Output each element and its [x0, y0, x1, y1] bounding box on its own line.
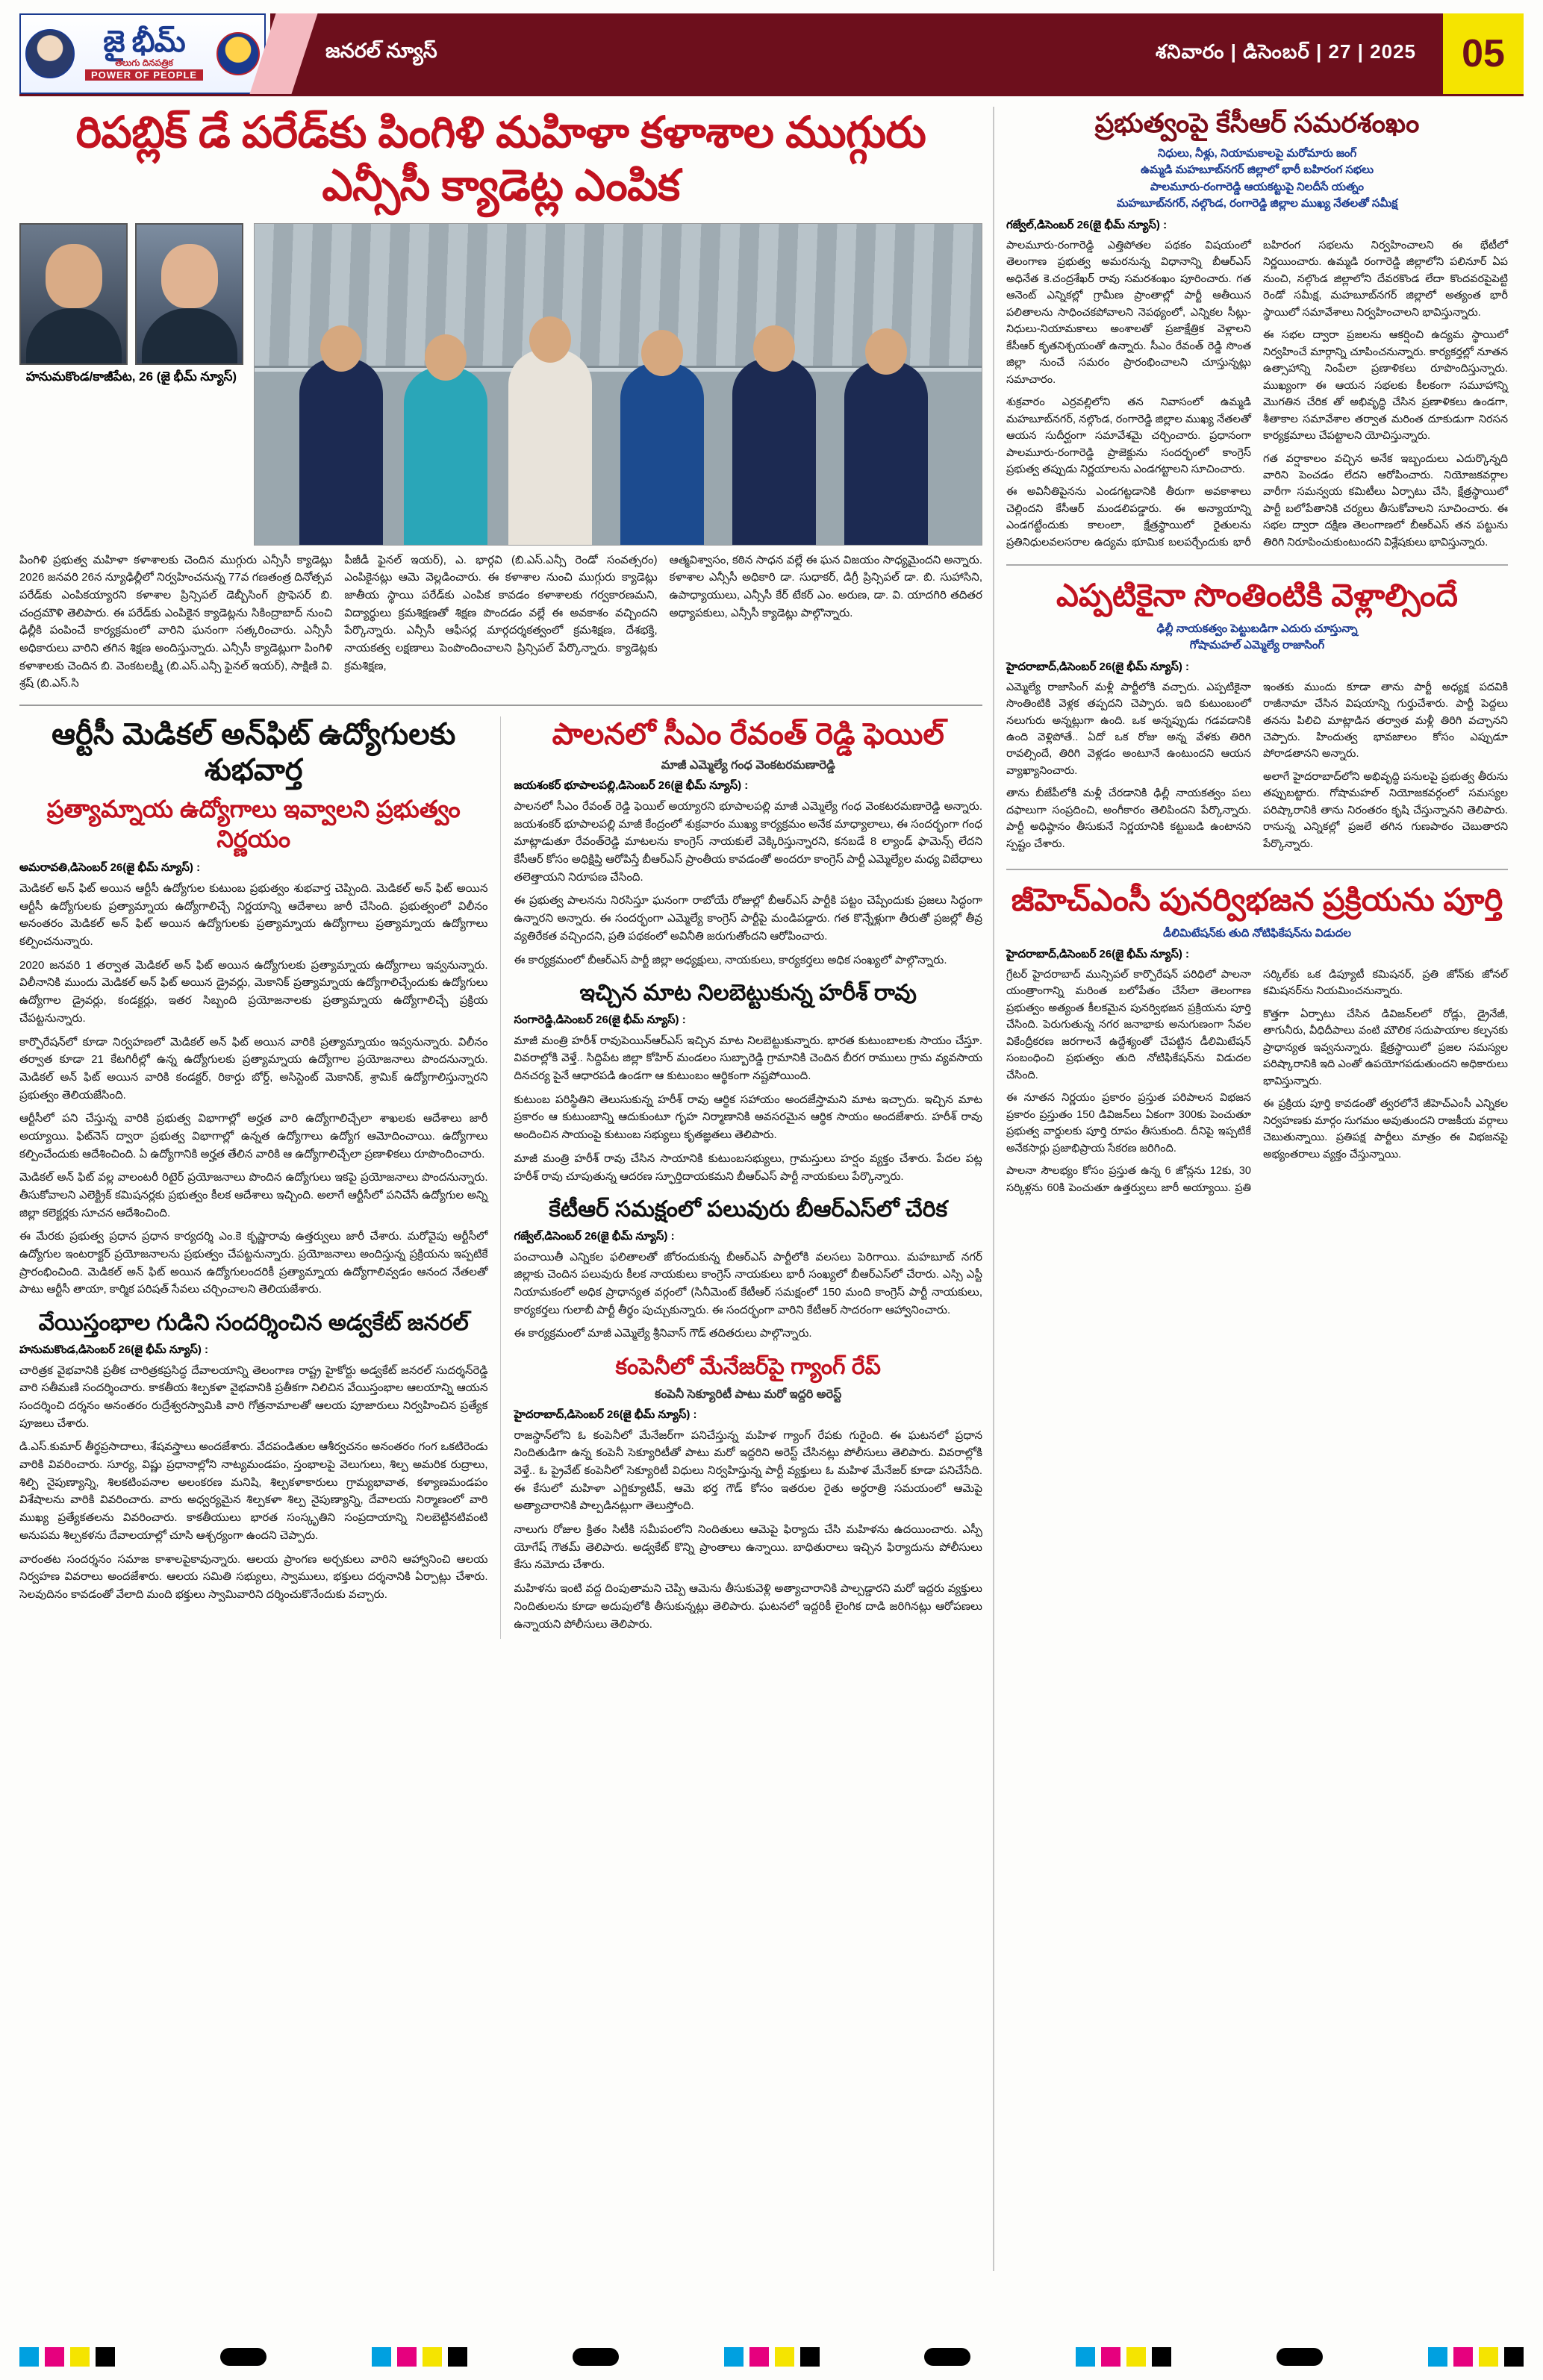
story-divider — [1006, 869, 1508, 870]
story-headline: ఎప్పటికైనా సొంతింటికి వెళ్లాల్సిందే — [1056, 578, 1458, 613]
paragraph: ఇంతకు ముందు కూడా తాను పార్టీ అధ్యక్ష పదవికి రాజీనామా చేసిన విషయాన్ని గుర్తుచేశారు. పార్టీ పెద్దలు తనను పిలిచి మాట్లాడిన తర్వాత మళ్లీ తిరిగి వచ్చానని చెప్పారు. హిందుత్వ భావజాలం కోసం ఎప్పుడూ పోరాడతానని అన్నారు. — [1263, 681, 1508, 760]
lead-media-block — [19, 223, 982, 546]
paragraph: కార్పొరేషన్‌లో కూడా నిర్వహణలో మెడికల్ అన్ ఫిట్ అయిన వారికి ప్రత్యామ్నాయం ఇవ్వనున్నారు. విలీనం తర్వాత కూడా 21 కేటగిరీల్లో ఉన్న ఉద్యోగులకు ప్రత్యామ్నాయ ఉద్యోగాల ప్రయోజనాలు పొందనున్నారు. మెడికల్ అన్ ఫిట్ అయిన వారికి కండక్టర్, రికార్డు బోర్డ్, అసిస్టెంట్ మెకానిక్, శ్రామిక్ ఉద్యోగాలిస్తున్నారని ప్రభుత్వం తెలియజేసింది. — [19, 1035, 488, 1102]
color-swatch-magenta — [749, 2347, 769, 2367]
masthead-bar — [270, 13, 1443, 94]
paragraph: పాలనలో సీఎం రేవంత్ రెడ్డి ఫెయిల్ అయ్యారని భూపాలపల్లి మాజీ ఎమ్మెల్యే గంధ వెంకటరమణారెడ్డి అన్నారు. జయశంకర్ భూపాలపల్లి మాజీ కేంద్రంలో శుక్రవారం ముఖ్య కార్యక్రమం అనేక మాధ్యాలాలు, ఈ సందర్భంగా గంధ మాట్లాడుతూ రేవంత్‌రెడ్డి మాటలను కాంగ్రెస్ నాయకులే వెక్కిరిస్తున్నారని, కనబడే 8 ల్యాండ్ ఫామెన్స్ లేదని కేసీఆర్ కోసం అధిక్షిప్తి ఆరోపిస్తే బీఆర్ఎస్ ప్రాంతీయ కావడంతో అందరూ కాంగ్రెస్ పార్టీ ఎమ్మెల్యేల మధ్య విబేధాలు తలెత్తాయని నిరూపణ చేసింది. — [514, 800, 982, 884]
paragraph: గత వర్షాకాలం వచ్చిన అనేక ఇబ్బందులు ఎదుర్కొన్నది వారిని పెంచడం లేదని ఆరోపించారు. నియోజకవర్గాల వారీగా సమన్వయ కమిటీలు ఏర్పాటు చేసి, క్షేత్రస్థాయిలో పార్టీ బలోపేతానికి చర్యలు తీసుకోవాలని సూచించారు. ఈ సభల ద్వారా దక్షిణ తెలంగాణలో బీఆర్ఎస్ తన పట్టును తిరిగి నిరూపించుకుంటుందని విశ్లేషకులు భావిస్తున్నారు. — [1263, 452, 1508, 549]
story-body — [1006, 237, 1508, 554]
color-swatch-cyan — [19, 2347, 39, 2367]
lead-body-col-2: పీజీడీ ఫైనల్ ఇయర్), ఎ. భార్గవి (బి.ఎస్.ఎన్సీ రెండో సంవత్సరం) ఎంపికైనట్లు ఆమె వెల్లడించారు. ఈ కళాశాల నుంచి ముగ్గురు క్యాడెట్లు జాతీయ స్థాయి పరేడ్‌కు ఎంపిక కావడం కళాశాలకు గర్వకారణమని, విద్యార్థులు క్రమశిక్షణతో శిక్షణ పొందడం వల్లే ఈ అవకాశం వచ్చిందని పేర్కొన్నారు. ఎన్సీసీ ఆఫీసర్ల మార్గదర్శకత్వంలో క్రమశిక్షణ, దేశభక్తి, నాయకత్వ లక్షణాలు పెంపొందించాలని ప్రిన్సిపల్ పేర్కొన్నారు. క్యాడెట్లకు క్రమశిక్షణ, — [344, 553, 658, 672]
section-divider — [19, 705, 982, 706]
story-headline: కేటీఆర్ సమక్షంలో పలువురు బీఆర్ఎస్‌లో చేరిక — [549, 1197, 948, 1222]
paragraph: చారిత్రక వైభవానికి ప్రతీక చారిత్రకప్రసిద్ధ దేవాలయాన్ని తెలంగాణ రాష్ట్ర హైకోర్టు అడ్వకేట్ జనరల్ సుదర్శన్‌రెడ్డి వారి సతీమణి సందర్శించారు. కాకతీయ శిల్పకళా వైభవానికి ప్రతీకగా నిలిచిన వేయిస్తంభాల ఆలయాన్ని ఆయన సందర్శించి దర్శనం అనంతరం రుద్రేశ్వరస్వామికి వారి గోత్రనామాలతో ఆలయ పూజారులు నిర్వహించిన ప్రత్యేక పూజలు చేశారు. — [19, 1364, 488, 1430]
color-swatch-cyan — [1076, 2347, 1095, 2367]
story-kcr-government-fight — [1006, 107, 1508, 554]
story-rtc-medical-unfit — [19, 716, 488, 1299]
page-number: 05 — [1443, 13, 1524, 94]
paragraph: వారంతట సందర్శనం సమాజ కాశాలపైకావున్నారు. ఆలయ ప్రాంగణ అర్చకులు వారిని ఆహ్వానించి ఆలయ నిర్వహణ వివరాలు అందజేశారు. ఆలయ సమితి సభ్యులు, స్వాములు, భక్తులు దర్శనానికి ఏర్పాట్లు చేశారు. సెలవుదినం కావడంతో వేలాది మంది భక్తులు స్వామివారిని దర్శించుకొనేందుకు వచ్చారు. — [19, 1552, 488, 1601]
story-body — [514, 1249, 983, 1343]
registration-mark-1 — [220, 2348, 266, 2366]
subhead-line: గోషామహల్ ఎమ్మెల్యే రాజాసింగ్ — [1189, 639, 1325, 652]
color-swatch-black — [96, 2347, 115, 2367]
lower-stories — [19, 716, 982, 1639]
story-body — [514, 1032, 983, 1186]
paragraph: ఈ నూతన నిర్ణయం ప్రకారం ప్రస్తుత పరిపాలన విభజన ప్రకారం ప్రస్తుతం 150 డివిజన్‌లు ఏకంగా 300కు పెంచుతూ ప్రభుత్వ వార్డులకు పూర్తి రూపం తీసుకుంది. దీనిపై ఇప్పటికే అనేకసార్లు ప్రజాభిప్రాయ సేకరణ జరిగింది. — [1006, 1092, 1251, 1155]
subhead-line: ఉమ్మడి మహబూబ్‌నగర్ జిల్లాలో భారీ బహిరంగ సభలు — [1140, 163, 1374, 177]
color-swatch-yellow — [775, 2347, 794, 2367]
photo-person-4 — [620, 363, 704, 545]
registration-mark-2 — [573, 2348, 619, 2366]
photo-person-3 — [508, 349, 592, 545]
color-swatch-black — [448, 2347, 467, 2367]
section-label: జనరల్ న్యూస్ — [325, 40, 437, 62]
paragraph: పాలనా సౌలభ్యం కోసం ప్రస్తుత ఉన్న 6 జోన్లను 12కు, 30 సర్కిళ్లను 60కి పెంచుతూ ఉత్తర్వులు జారీ అయ్యాయి. ప్రతి సర్కిల్‌కు ఒక డిప్యూటీ కమిషనర్, ప్రతి జోన్‌కు జోనల్ కమిషనర్‌ను నియమించనున్నారు. — [1006, 969, 1508, 1194]
color-swatch-magenta — [45, 2347, 64, 2367]
registration-mark-3 — [924, 2348, 970, 2366]
lead-body-col-3: ఆత్మవిశ్వాసం, కఠిన సాధన వల్లే ఈ ఘన విజయం సాధ్యమైందని అన్నారు. కళాశాల ఎన్సీసీ అధికారి డా. సుధాకర్, డిగ్రీ ప్రిన్సిపల్ డా. బి. సుహాసిని, ఉపాధ్యాయులు, ఎన్సీసీ కేర్ టేకర్ ఎం. అరుణ, డా. వి. యాదగిరి తదితర అధ్యాపకులు, ఎన్సీసీ క్యాడెట్లు పాల్గొన్నారు. — [669, 553, 982, 619]
photo-person-5 — [732, 358, 816, 545]
story-dateline: గజ్వేల్,డిసెంబర్ 26(జై భీమ్ న్యూస్) : — [514, 1229, 675, 1243]
story-headline: ప్రభుత్వంపై కేసీఆర్ సమరశంఖం — [1094, 107, 1420, 138]
paragraph: కొత్తగా ఏర్పాటు చేసిన డివిజన్‌లలో రోడ్లు, డ్రైనేజీ, తాగునీరు, వీధిదీపాలు వంటి మౌలిక సదుపాయాల కల్పనకు ప్రాధాన్యత ఇవ్వనున్నారు. క్షేత్రస్థాయిలో ప్రజల సమస్యల పరిష్కారానికి ఇది ఎంతో ఉపయోగపడుతుందని అధికారులు భావిస్తున్నారు. — [1263, 1008, 1508, 1087]
paragraph: ఈ సభల ద్వారా ప్రజలను ఆకర్షించి ఉద్యమ స్థాయిలో నిర్వహించే మార్గాన్ని చూపించనున్నారు. కార్యకర్తల్లో నూతన ఉత్సాహాన్ని నింపేలా ప్రణాళికలు రూపొందిస్తున్నారు. ముఖ్యంగా ఈ ఆయన సభలకు కీలకంగా సమూహాన్ని మొగతిన చేరిక తో అభివృద్ధి చేసిన ప్రణాళికలు ఉండగా, శీతాకాల సమావేశాల తర్వాత మరింత దూకుడుగా నిరసన కార్యక్రమాలు చేపట్టాలని యోచిస్తున్నారు. — [1263, 329, 1508, 443]
lower-column-1 — [19, 716, 501, 1639]
story-headline: పాలనలో సీఎం రేవంత్ రెడ్డి ఫెయిల్ — [552, 718, 944, 751]
color-swatch-magenta — [397, 2347, 417, 2367]
story-headline: జీహెచ్ఎంసీ పునర్విభజన ప్రక్రియను పూర్తి — [1011, 882, 1503, 918]
photo-person-6 — [844, 361, 928, 545]
cadet-portraits — [19, 223, 243, 387]
color-swatch-yellow — [1126, 2347, 1146, 2367]
color-swatch-cyan — [724, 2347, 744, 2367]
story-subheadline: ప్రత్యామ్నాయ ఉద్యోగాలు ఇవ్వాలని ప్రభుత్వం నిర్ణయం — [46, 796, 461, 852]
publication-title: జై భీమ్ — [103, 25, 185, 58]
paragraph: ఈ కార్యక్రమంలో బీఆర్ఎస్ పార్టీ జిల్లా అధ్యక్షులు, నాయకులు, కార్యకర్తలు అధిక సంఖ్యలో పాల్గొన్నారు. — [514, 953, 947, 966]
logo-text-block — [75, 27, 213, 81]
story-headline: ఆర్టీసీ మెడికల్ అన్‌ఫిట్ ఉద్యోగులకు శుభవార్త — [52, 718, 456, 787]
registration-group-1 — [19, 2347, 115, 2367]
color-swatch-black — [1152, 2347, 1171, 2367]
page-content — [19, 107, 1524, 2271]
jaibheem-badge-icon — [216, 32, 260, 75]
paragraph: డి.ఎస్.కుమార్ తీర్థప్రసాదాలు, శేషవస్త్రాలు అందజేశారు. వేదపండితుల ఆశీర్వచనం అనంతరం గంగ ఒకటిరెండు వారికి వివరించారు. సూర్య, విష్ణు ప్రధానాల్లోని నాట్యమండపం, స్తంభాలపై వెలుగులు, శిల్ప అమరిక రుద్రాలు, శిల్పి నైపుణ్యాన్ని, శిలకటింపనాల అలంకరణ మనిషి, శిల్పకళాకారులు గ్రామ్యభావాత, కళ్యాణమండపం విశేషాలను వారికి వివరించారు. వారు అధ్వర్యమైన శిల్పకళా శిల్ప నైపుణ్యాన్ని, దేవాలయ నిర్మాణంలో వారి ముఖ్య ప్రత్యేకతలను వివరించారు. కాకతీయులు భారత సంస్కృతిని సంప్రదాయాన్ని నిలబెట్టినటివంటి అనుపమ శిల్పకళను దేవాలయాల్లో చూసి ఆశ్చర్యంగా ఉందని చెప్పారు. — [19, 1440, 488, 1542]
story-dateline: హైదరాబాద్,డిసెంబర్ 26(జై భీమ్ న్యూస్) : — [514, 1408, 697, 1421]
story-subheadline: కంపెనీ సెక్యూరిటీ పాటు మరో ఇద్దరి అరెస్ట్ — [655, 1387, 842, 1401]
story-subheads — [1006, 146, 1508, 213]
story-dateline: హైదరాబాద్,డిసెంబర్ 26(జై భీమ్ న్యూస్) : — [1006, 948, 1190, 961]
story-body — [514, 1427, 983, 1634]
paragraph: మాజీ మంత్రి హరీశ్ రావు చేసిన సాయానికి కుటుంబసభ్యులు, గ్రామస్తులు హర్షం వ్యక్తం చేశారు. పేదల పట్ల హరీశ్ రావు చూపుతున్న ఆదరణ స్ఫూర్తిదాయకమని బీఆర్ఎస్ పార్టీ నాయకులు పేర్కొన్నారు. — [514, 1152, 982, 1183]
story-ghmc-delimitation — [1006, 881, 1508, 1196]
color-swatch-yellow — [423, 2347, 442, 2367]
story-cm-revanth-fail — [514, 716, 983, 969]
photo-subjects — [255, 343, 982, 545]
registration-group-5 — [1428, 2347, 1524, 2367]
story-dateline: జయశంకర్ భూపాలపల్లి,డిసెంబర్ 26(జై భీమ్ న్యూస్) : — [514, 779, 749, 792]
color-swatch-magenta — [1453, 2347, 1473, 2367]
story-body — [19, 1362, 488, 1604]
date-year: 2025 — [1370, 40, 1416, 63]
registration-group-2 — [372, 2347, 467, 2367]
paragraph: పంచాయితీ ఎన్నికల ఫలితాలతో జోరందుకున్న బీఆర్ఎస్ పార్టీలోకి వలసలు పెరిగాయి. మహబూబ్ నగర్ జిల్లాకు చెందిన పలువురు కీలక నాయకులు కాంగ్రెస్ నాయకులు భారీ సంఖ్యలో బీఆర్ఎస్‌లో చేరారు. ఎస్సి ఎస్టీ నియామకంలో అధిక ప్రాధాన్యత వర్గంలో (సినీమెంట్ కేటీఆర్ సమక్షంలో 150 మంది కాంగ్రెస్ పార్టీ నాయకులు, కార్యకర్తలు గులాబీ పార్టీ తీర్థం పుచ్చుకున్నారు. ఈ సందర్భంగా వారిని కేటీఆర్ సాదరంగా ఆహ్వానించారు. — [514, 1250, 982, 1317]
paragraph: 2020 జనవరి 1 తర్వాత మెడికల్ అన్ ఫిట్ అయిన ఉద్యోగులకు ప్రత్యామ్నాయ ఉద్యోగాలు ఇవ్వనున్నారు. విలీనానికి ముందు మెడికల్ అన్ ఫిట్ అయిన డ్రైవర్లు, మెకానిక్ ప్రత్యామ్నాయ ఉద్యోగాలిచ్చేందుకు ఉద్యోగులు ఉద్యోగాల డ్రైవర్లు, కండక్టర్లు, ఇతర సిబ్బంది ప్రయోజనాలకు ప్రత్యామ్నాయ ఉద్యోగాలిచ్చే ప్రక్రియ చేపట్టనున్నారు. — [19, 958, 488, 1025]
lower-column-2 — [514, 716, 983, 1639]
paragraph: తాను బీజేపీలోకి మళ్లీ చేరడానికి ఢిల్లీ నాయకత్వం పలు దఫాలుగా సంప్రదించి, అంగీకారం తెలిపిందని పేర్కొన్నారు. పార్టీ అధిష్ఠానం తీసుకునే నిర్ణయానికి కట్టుబడి ఉంటానని స్పష్టం చేశారు. — [1006, 787, 1251, 850]
date-month: డిసెంబర్ — [1243, 40, 1310, 63]
ambedkar-portrait-icon — [25, 29, 75, 78]
publication-subtitle: తెలుగు దినపత్రిక — [115, 57, 173, 68]
color-swatch-black — [800, 2347, 820, 2367]
story-dateline: హనుమకొండ,డిసెంబర్ 26(జై భీమ్ న్యూస్) : — [19, 1343, 209, 1356]
story-headline: వేయిస్తంభాల గుడిని సందర్శించిన అడ్వకేట్ జనరల్ — [38, 1311, 469, 1336]
lead-group-photo — [254, 223, 982, 546]
paragraph: పాలమూరు-రంగారెడ్డి ఎత్తిపోతల పథకం విషయంలో తెలంగాణ ప్రభుత్వ అమరనున్న విధానాన్ని బీఆర్ఎస్ అధినేత కె.చంద్రశేఖర్ రావు సమరశంఖం పూరించారు. గత ఆనెంట్ ఎన్నికల్లో గ్రామీణ ప్రాంతాల్లో పార్టీ ఆతీయిన పలితాలను సాధించకపోవాలని నెపథ్యంలో, ఎన్నికల సీట్లు-నిధులు-నియామకాలు అంశాలతో ప్రజాక్షేత్రిక వెళ్లాలని కేసీఆర్ కృతనిశ్చయంతో ఉన్నారు. సీఎం రేవంత్ రెడ్డి సొంత జిల్లా నుంచే సమరం ప్రారంభించాలని చూస్తున్నట్లు సమాచారం. — [1006, 239, 1251, 386]
story-body — [514, 798, 983, 969]
cadet-portrait-2 — [135, 223, 243, 365]
paragraph: శుక్రవారం ఎర్రవల్లిలోని తన నివాసంలో ఉమ్మడి మహబూబ్‌నగర్, నల్గొండ, రంగారెడ్డి జిల్లాల ముఖ్య నేతలతో ఆయన సుదీర్ఘంగా సమావేశమై చర్చించారు. ప్రధానంగా పాలమూరు-రంగారెడ్డి ప్రాజెక్టును సందర్భంలో కాంగ్రెస్ ప్రభుత్వ తప్పుడు నిర్ణయాలను ఎండగట్టాలని సూచించారు. — [1006, 396, 1251, 475]
story-subheadline: మాజీ ఎమ్మెల్యే గంధ వెంకటరమణారెడ్డి — [661, 759, 835, 772]
paragraph: మెడికల్ అన్ ఫిట్ అయిన ఆర్టీసీ ఉద్యోగుల కుటుంబ ప్రభుత్వం శుభవార్త చెప్పింది. మెడికల్ అన్ ఫిట్ అయిన ఆర్టీసీ ఉద్యోగులకు ప్రత్యామ్నాయ ఉద్యోగాలిచ్చే నిర్ణయాన్ని ఆదేశాలు జారీ చేసింది. ప్రభుత్వంలో విలీనం అనంతరం మెడికల్ అన్ ఫిట్ అయిన ఉద్యోగులకు ప్రత్యామ్నాయ ఉద్యోగాలు ప్రత్యామ్నాయ ఉద్యోగాలు కల్పించనున్నారు. — [19, 882, 488, 949]
paragraph: మాజీ మంత్రి హరీశ్ రావుపెయిన్ఆర్ఎస్ ఇచ్చిన మాట నిలబెట్టుకున్నారు. భారత కుటుంబాలకు సాయం చేస్తూ. వివరాల్లోకి వెళ్తే.. సిద్దిపేట జిల్లా కోహిర్ మండలం సుబ్బారెడ్డి గ్రామానికి చెందిన బీరగ రాములు గ్రామ వ్యవసాయ దినచర్య పైనే ఆధారపడి ఉండగా ఆ కుటుంబం ఆర్థికంగా నష్టపోయింది. — [514, 1034, 982, 1083]
publication-tagline: POWER OF PEOPLE — [85, 69, 203, 81]
date-sep-2: | — [1315, 40, 1323, 63]
left-column-group — [19, 107, 982, 2271]
date-day-number: 27 — [1328, 40, 1352, 63]
story-company-manager-assault — [514, 1353, 983, 1633]
registration-mark-4 — [1277, 2348, 1323, 2366]
story-body — [1006, 966, 1508, 1196]
publication-logo — [19, 13, 266, 94]
color-swatch-black — [1504, 2347, 1524, 2367]
photo-person-2 — [404, 367, 487, 545]
date-sep-1: | — [1230, 40, 1237, 63]
color-swatch-yellow — [1479, 2347, 1498, 2367]
story-dateline: సంగారెడ్డి,డిసెంబర్ 26(జై భీమ్ న్యూస్) : — [514, 1013, 686, 1026]
paragraph: మెడికల్ అన్ ఫిట్ వల్ల వాలంటరీ రిటైర్ ప్రయోజనాలు పొందిన ఉద్యోగులు ఇకపై ప్రయోజనాలు పొందనున్నారు. తీసుకోవాలని ఎలెక్ట్రిక్ కమిషనర్లకు ప్రభుత్వం కీలక ఆదేశాలు ఇచ్చింది. అలాగే ఆర్టీసీలో పనిచేసే ఉద్యోగుల అన్ని జిల్లా కలెక్టర్లకు సూచన ఆదేశించింది. — [19, 1171, 488, 1219]
story-ktr-brs-joinings — [514, 1196, 983, 1343]
print-registration-bar — [19, 2347, 1524, 2367]
paragraph: రాజస్థాన్‌లోని ఓ కంపెనీలో మేనేజర్‌గా పనిచేస్తున్న మహిళ గ్యాంగ్ రేపకు గురైంది. ఈ ఘటనలో ప్రధాన నిందితుడిగా ఉన్న కంపెనీ సెక్యూరిటీతో పాటు మరో ఇద్దరిని అరెస్ట్ చేసినట్లు పోలీసులు తెలిపారు. వివరాల్లోకి వెళ్తే.. ఓ ప్రైవేట్ కంపెనీలో సెక్యూరిటీ విధులు నిర్వహిస్తున్న పార్టీ వ్యక్తులు ఓ మహిళ మేనేజర్ కూడా పనిచేసేది. ఈ కేసులో మహిళా ఎగ్జిక్యూటివ్, ఆమె భర్త గౌడ్ కోసం ఇతరుల రైతు అర్థరాత్రి సమయంలో ఆమెపై అత్యాచారానికి పాల్పడినట్లుగా తెలుస్తోంది. — [514, 1428, 982, 1513]
lead-body-col-1: పింగిళి ప్రభుత్వ మహిళా కళాశాలకు చెందిన ముగ్గురు ఎన్సీసీ క్యాడెట్లు 2026 జనవరి 26న న్యూఢిల్లీలో నిర్వహించనున్న 77వ గణతంత్ర దినోత్సవ పరేడ్‌కు ఎంపికయ్యారని కళాశాల ప్రిన్సిపల్ డెబ్బీసింగ్ ప్రొఫెసర్ బి. చంద్రమౌళి తెలిపారు. ఈ పరేడ్‌కు ఎంపికైన క్యాడెట్లను సికింద్రాబాద్ నుంచి ఢిల్లీకి పంపించే కార్యక్రమంలో వారిని ఘనంగా సత్కరించారు. ఎన్సీసీ అధికారులు వారిని తగిన శిక్షణ అందిస్తున్నారు. ఎన్సీసీ క్యాడెట్లుగా పింగిళి కళాశాలకు చెందిన బి. వెంకటలక్ష్మి (బి.ఎస్.ఎన్సీ ఫైనల్ ఇయర్), సాక్షిణి వి. శ్రష్ (బి.ఎస్.సి — [19, 553, 333, 690]
masthead-date — [1156, 40, 1443, 68]
lead-body — [19, 552, 982, 693]
subhead-line: మహబూబ్‌నగర్, నల్గొండ, రంగారెడ్డి జిల్లాల ముఖ్య నేతలతో సమీక్ష — [1116, 197, 1398, 210]
registration-group-4 — [1076, 2347, 1171, 2367]
story-body — [1006, 679, 1508, 859]
date-day: శనివారం — [1155, 40, 1225, 63]
subhead-line: ఢిల్లీ నాయకత్వం పెట్టుబడిగా ఎదురు చూస్తున్నా — [1156, 622, 1358, 635]
lead-story — [19, 107, 982, 693]
color-swatch-cyan — [372, 2347, 391, 2367]
story-dateline: హైదరాబాద్,డిసెంబర్ 26(జై భీమ్ న్యూస్) : — [1006, 660, 1190, 673]
story-dateline: అమరావతి,డిసెంబర్ 26(జై భీమ్ న్యూస్) : — [19, 861, 201, 874]
story-advocate-general-temple — [19, 1309, 488, 1603]
cadet-portrait-1 — [19, 223, 128, 365]
story-harish-rao-promise — [514, 979, 983, 1185]
photo-person-1 — [299, 358, 383, 545]
paragraph: నాలుగు రోజుల క్రితం సిటీకి సమీపంలోని నిందితులు ఆమెపై ఫిర్యాదు చేసి మహిళను ఉదయించారు. ఎస్పీ యోగేష్ గౌతమ్ తెలిపారు. అడ్వకేట్ కొన్ని ప్రాంతాలు ఉన్నాయి. బాధితురాలు ఇచ్చిన ఫిర్యాదును పోలీసులు కేసు నమోదు చేశారు. — [514, 1523, 982, 1572]
paragraph: ఈ అవినీతిపైనను ఎండగట్టడానికి తీరుగా అవకాశాలు చెల్లిందని కేసీఆర్ మండలిపడ్డారు. ఈ అన్యాయాన్ని ఎండగట్టేందుకు కాలంలా, క్షేత్రస్థాయిలో రైతులను ప్రతినిధులవలసరాల ఉద్యమ భూమిక బలపర్చేందుకు భారీ బహిరంగ సభలను నిర్వహించాలని ఈ భేటీలో నిర్ణయించారు. ఉమ్మడి రంగారెడ్డి జిల్లాలోని పలినూర్ ఏప నుంచి, నల్గొండ జిల్లాలోని దేవరకొండ లేదా కొందవరపైపెట్టి రెండో సమీక్ష, మహబూబ్‌నగర్ జిల్లాలో అత్యంత భారీ స్థాయిలో సమావేశాలు నిర్వహించాలని భావిస్తున్నారు. — [1006, 239, 1508, 549]
paragraph: కుటుంబ పరిస్థితిని తెలుసుకున్న హరీశ్ రావు ఆర్థిక సహాయం అందజేస్తామని మాట ఇచ్చారు. ఇచ్చిన మాట ప్రకారం ఆ కుటుంబాన్ని ఆదుకుంటూ గృహ నిర్మాణానికి అవసరమైన ఆర్థిక సాయం అందజేశారు. హరీశ్ రావు అందించిన సాయంపై కుటుంబ సభ్యులు కృతజ్ఞతలు తెలిపారు. — [514, 1093, 982, 1142]
story-dateline: గజ్వేల్,డిసెంబర్ 26(జై భీమ్ న్యూస్) : — [1006, 218, 1168, 231]
color-swatch-magenta — [1101, 2347, 1120, 2367]
paragraph: ఈ ప్రక్రియ పూర్తి కావడంతో త్వరలోనే జీహెచ్ఎంసీ ఎన్నికల నిర్వహణకు మార్గం సుగమం అవుతుందని రాజకీయ వర్గాలు చెబుతున్నాయి. ప్రతిపక్ష పార్టీలు మాత్రం ఈ విభజనపై అభ్యంతరాలు వ్యక్తం చేస్తున్నాయి. — [1263, 1098, 1508, 1161]
lead-byline: హనుమకొండ/కాజీపేట, 26 (జై భీమ్ న్యూస్) — [25, 369, 237, 384]
paragraph: అలాగే హైదరాబాద్‌లోని అభివృద్ధి పనులపై ప్రభుత్వ తీరును తప్పుబట్టారు. గోషామహల్ నియోజకవర్గంలో సమస్యల పరిష్కారానికి తాను నిరంతరం కృషి చేస్తున్నానని తెలిపారు. రానున్న ఎన్నికల్లో ప్రజలే తగిన గుణపాఠం చెబుతారని పేర్కొన్నారు. — [1263, 770, 1508, 850]
story-body — [19, 880, 488, 1299]
date-sep-3: | — [1357, 40, 1364, 63]
right-column — [993, 107, 1508, 2271]
story-headline: కంపెనీలో మేనేజర్‌పై గ్యాంగ్ రేప్ — [615, 1355, 881, 1380]
paragraph: ఈ మేరకు ప్రభుత్వ ప్రధాన ప్రధాన కార్యదర్శి ఎం.కె కృష్ణారావు ఉత్తర్వులు జారీ చేశారు. మరోవైపు ఆర్టీసీలో ఉద్యోగుల ఇంటరాక్టర్ ప్రయోజనాలను ప్రభుత్వం చేపట్టనున్నారు. ప్రయోజనాలు అందిస్తున్న ప్రక్రియను ఇప్పటికే ప్రారంభించింది. మెడికల్ అన్ ఫిట్ అయిన ఉద్యోగులందరికీ ప్రత్యామ్నాయ ఉద్యోగాలివ్వడం ఆనంద నేతలతో పాటు ఆర్టీసీ తాయా, కార్మిక పరిషత్ సేవలు చర్చించాలని తెలియజేశారు. — [19, 1230, 488, 1296]
lead-headline: రిపబ్లిక్ డే పరేడ్‌కు పింగిళి మహిళా కళాశాల ముగ్గురు ఎన్సీసీ క్యాడెట్ల ఎంపిక — [75, 108, 926, 210]
subhead-line: నిధులు, నీళ్లు, నియామకాలపై మరోమారు జంగ్ — [1157, 146, 1357, 160]
story-divider — [1006, 564, 1508, 566]
registration-group-3 — [724, 2347, 820, 2367]
paragraph: ఈ కార్యక్రమంలో మాజీ ఎమ్మెల్యే శ్రీనివాస్ గౌడ్ తదితరులు పాల్గొన్నారు. — [514, 1327, 812, 1340]
color-swatch-yellow — [70, 2347, 90, 2367]
story-raja-singh-homecoming — [1006, 576, 1508, 858]
paragraph: గ్రేటర్ హైదరాబాద్ మున్సిపల్ కార్పొరేషన్ పరిధిలో పాలనా యంత్రాంగాన్ని మరింత బలోపేతం చేసేలా తెలంగాణ ప్రభుత్వం అత్యంత కీలకమైన పునర్విభజన ప్రక్రియను పూర్తి చేసింది. పెరుగుతున్న నగర జనాభాకు అనుగుణంగా సేవల వికేంద్రీకరణ జరగాలనే ఉద్దేశ్యంతో చేపట్టిన డీలిమిటేషన్ సంబంధించి ప్రభుత్వం తుది నోటిఫికేషన్‌ను విడుదల చేసింది. — [1006, 969, 1251, 1081]
paragraph: మహిళను ఇంటి వద్ద దింపుతామని చెప్పి ఆమెను తీసుకువెళ్లి అత్యాచారానికి పాల్పడ్డారని మరో ఇద్దరు వ్యక్తులు నిందితులను కూడా అదుపులోకి తీసుకున్నట్లు తెలిపారు. ఘటనలో ఇద్దరికీ లైంగిక దాడి జరిగినట్లు ఆరోపణలు ఉన్నాయని పోలీసులు తెలిపారు. — [514, 1582, 982, 1631]
story-headline: ఇచ్చిన మాట నిలబెట్టుకున్న హరీశ్ రావు — [579, 981, 917, 1006]
story-subheads — [1006, 621, 1508, 655]
story-subheadline: డీలిమిటేషన్‌కు తుది నోటిఫికేషన్‌ను విడుదల — [1163, 926, 1351, 940]
masthead — [19, 13, 1524, 96]
paragraph: ఈ ప్రభుత్వ పాలనను నిరసిస్తూ ఘనంగా రాబోయే రోజుల్లో బీఆర్ఎస్ పార్టీకి పట్టం చెప్పేందుకు ప్రజలు సిద్ధంగా ఉన్నారని అన్నారు. ఈ సందర్భంగా ఎమ్మెల్యే కాంగ్రెస్ పార్టీపై మండిపడ్డారు. గత కొన్నేళ్లుగా తీరుతో ప్రజల్లో తీవ్ర వ్యతిరేకత వచ్చిందని, ప్రతి పథకంలో అవినీతి జరుగుతోందని ఆరోపించారు. — [514, 894, 982, 943]
subhead-line: పాలమూరు-రంగారెడ్డి ఆయకట్టుపై నిలదీసే యత్నం — [1150, 180, 1364, 193]
color-swatch-cyan — [1428, 2347, 1447, 2367]
paragraph: ఎమ్మెల్యే రాజాసింగ్ మళ్లీ పార్టీలోకి వచ్చారు. ఎప్పటికైనా సొంతింటికి వెళ్లక తప్పదని చెప్పారు. ఇది కుటుంబంలో నలుగురు అన్నట్లుగా ఉంది. ఒక అన్నప్పుడు గడవడానికి ఉంది వెళ్లిపోతే.. ఏదో ఒక రోజు అన్న వేళకు తిరిగి రావల్సిందే, తిరిగి వెళ్లడం అంటూనే ఉంటుందని ఆయన వ్యాఖ్యానించారు. — [1006, 681, 1251, 777]
paragraph: ఆర్టీసీలో పని చేస్తున్న వారికి ప్రభుత్వ విభాగాల్లో అర్హత వారి ఉద్యోగాలిచ్చేలా శాఖలకు ఆదేశాలు జారీ అయ్యాయి. ఫిట్‌నెస్ ద్వారా ప్రభుత్వ విభాగాల్లో ఉన్నత ఉద్యోగాలు ఉద్యోగ ఆమోదించాయి. ఉద్యోగాలు కల్పించేందుకు ఆదేశించింది. ఏ ఉద్యోగానికి అర్హత తేలిన వారికి ఆ ఉద్యోగాలిచ్చేలా ప్రణాళికలు రూపొందించారు. — [19, 1112, 488, 1161]
